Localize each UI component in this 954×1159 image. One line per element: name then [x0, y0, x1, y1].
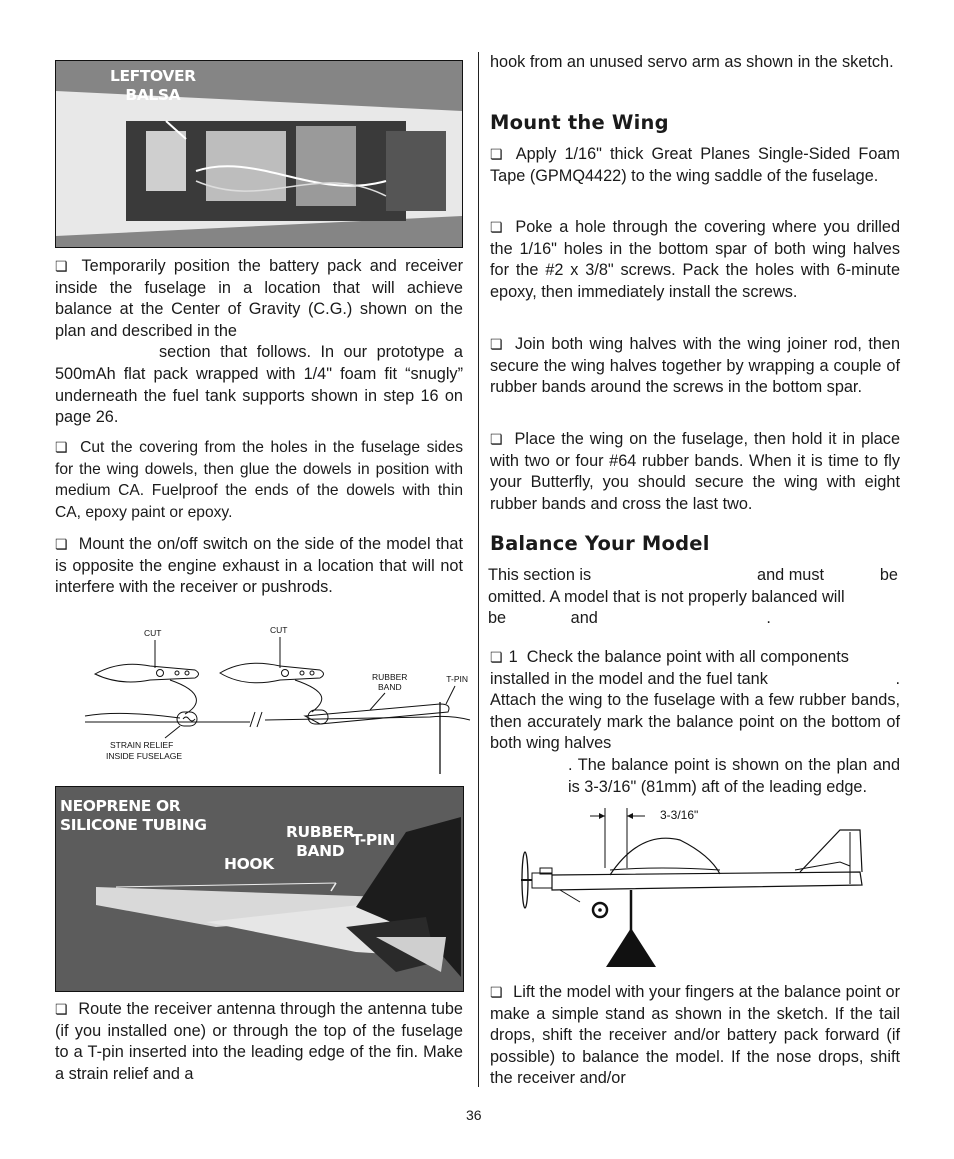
- step-text: Join both wing halves with the wing joiner rod, then secure the wing halves together by wrapping a couple of rubber bands around the screws in the bottom spar.: [490, 335, 901, 397]
- label-line: SILICONE TUBING: [60, 816, 207, 834]
- intro-fragment: .: [766, 609, 771, 628]
- checkbox-icon[interactable]: ❏: [55, 1001, 68, 1017]
- intro-fragment: be: [488, 609, 507, 628]
- strain-relief-label-2: INSIDE FUSELAGE: [106, 751, 183, 761]
- intro-fragment: This section is: [488, 566, 592, 584]
- checkbox-icon[interactable]: ❏: [490, 649, 503, 665]
- step-lift-model: [490, 982, 900, 1090]
- step-text: Lift the model with your fingers at the balance point or make a simple stand as shown in the sketch. If the tail drops, shift the receiver and/or battery pack forward (if possible) to balance the model. If the nose drops, shift the receiver and/or: [490, 983, 901, 1088]
- cut-label-2: CUT: [270, 625, 288, 635]
- step-battery-position: [55, 256, 463, 429]
- label-line: RUBBER: [286, 823, 355, 841]
- strain-relief-label-1: STRAIN RELIEF: [110, 740, 174, 750]
- step-route-antenna: [55, 999, 463, 1085]
- checkbox-icon[interactable]: ❏: [490, 431, 503, 447]
- step-number: 1: [508, 648, 518, 666]
- strain-relief-sketch: [80, 622, 468, 774]
- intro-fragment: and must: [757, 566, 824, 584]
- step-poke-hole: [490, 217, 900, 303]
- step-continued-text: [490, 52, 900, 74]
- tpin-label: T-PIN: [446, 674, 468, 684]
- step-text: Route the receiver antenna through the antenna tube (if you installed one) or through the top of the fuselage to a T-pin inserted into the leading edge of the fin. Make a strain relief and a: [55, 1000, 463, 1083]
- step-text: Poke a hole through the covering where you drilled the 1/16" holes in the bottom spar of both wing halves for the #2 x 3/8" screws. Pack the holes with 6-minute epoxy, then immediately install the screws.: [490, 218, 901, 301]
- balance-model-heading: Balance Your Model: [490, 532, 710, 555]
- step-foam-tape: [490, 144, 900, 187]
- step-text: section that follows. In our prototype a 500mAh flat pack wrapped with 1/4" foam fit “snugly” underneath the fuel tank supports shown in step 16 on page 26.: [55, 343, 463, 427]
- intro-fragment: and: [570, 609, 598, 628]
- dimension-label: 3-3/16": [660, 808, 699, 822]
- label-line: LEFTOVER: [110, 67, 196, 85]
- page-number: 36: [466, 1107, 482, 1123]
- balance-intro: [488, 565, 898, 630]
- step-text: hook from an unused servo arm as shown in the sketch.: [490, 53, 894, 71]
- checkbox-icon[interactable]: ❏: [55, 439, 68, 455]
- checkbox-icon[interactable]: ❏: [490, 146, 503, 162]
- checkbox-icon[interactable]: ❏: [490, 984, 503, 1000]
- checkbox-icon[interactable]: ❏: [490, 336, 503, 352]
- label-line: BAND: [296, 842, 345, 860]
- step-text: Temporarily position the battery pack and receiver inside the fuselage in a location that will achieve balance at the Center of Gravity (C.G.) shown on the plan and described in the: [55, 257, 463, 340]
- step-text: Attach the wing to the fuselage with a few rubber bands, then accurately mark the balance point on the bottom of both wing halves: [490, 691, 900, 753]
- column-divider: [478, 52, 479, 1087]
- label-line: BALSA: [125, 86, 181, 104]
- rubber-band-label-1: RUBBER: [372, 672, 408, 682]
- cut-label-1: CUT: [144, 628, 162, 638]
- fuselage-interior-photo: [55, 60, 463, 248]
- tpin-photo-label: T-PIN: [352, 831, 395, 849]
- step-text: installed in the model and the fuel tank: [490, 669, 768, 688]
- step-text: Apply 1/16" thick Great Planes Single-Sided Foam Tape (GPMQ4422) to the wing saddle of the fuselage.: [490, 145, 900, 185]
- step-text: . The balance point is shown on the plan and is 3-3/16" (81mm) aft of the leading edge.: [568, 755, 900, 796]
- step-text: Place the wing on the fuselage, then hold it in place with two or four #64 rubber bands. When it is time to fly your Butterfly, you should secure the wing with eight rubber bands and cross the last two.: [490, 430, 900, 513]
- antenna-routing-photo: [55, 786, 464, 992]
- intro-fragment: be: [879, 566, 898, 584]
- step-onoff-switch: [55, 534, 463, 599]
- checkbox-icon[interactable]: ❏: [55, 536, 68, 552]
- step-place-wing: [490, 429, 900, 515]
- step-text: Cut the covering from the holes in the fuselage sides for the wing dowels, then glue the dowels in position with medium CA. Fuelproof the ends of the dowels with thin CA, epoxy paint or epoxy.: [55, 439, 463, 521]
- step-check-balance: [490, 647, 900, 798]
- mount-wing-heading: Mount the Wing: [490, 111, 669, 134]
- leftover-balsa-label: [110, 67, 196, 105]
- step-wing-dowels: [55, 437, 463, 523]
- checkbox-icon[interactable]: ❏: [55, 258, 68, 274]
- step-text: Mount the on/off switch on the side of the model that is opposite the engine exhaust in a location that will not interfere with the receiver or pushrods.: [55, 535, 463, 597]
- hook-photo-label: HOOK: [224, 855, 274, 873]
- step-text: .: [895, 669, 900, 688]
- step-text: Check the balance point with all components: [526, 648, 849, 666]
- rubber-band-label-2: BAND: [378, 682, 402, 692]
- balance-stand-sketch: [510, 800, 890, 970]
- step-join-wing: [490, 334, 900, 399]
- checkbox-icon[interactable]: ❏: [490, 219, 503, 235]
- label-line: NEOPRENE OR: [60, 797, 181, 815]
- rubber-band-photo-label: [286, 823, 354, 861]
- neoprene-tubing-label: [60, 797, 207, 835]
- intro-fragment: omitted. A model that is not properly balanced will: [488, 587, 845, 606]
